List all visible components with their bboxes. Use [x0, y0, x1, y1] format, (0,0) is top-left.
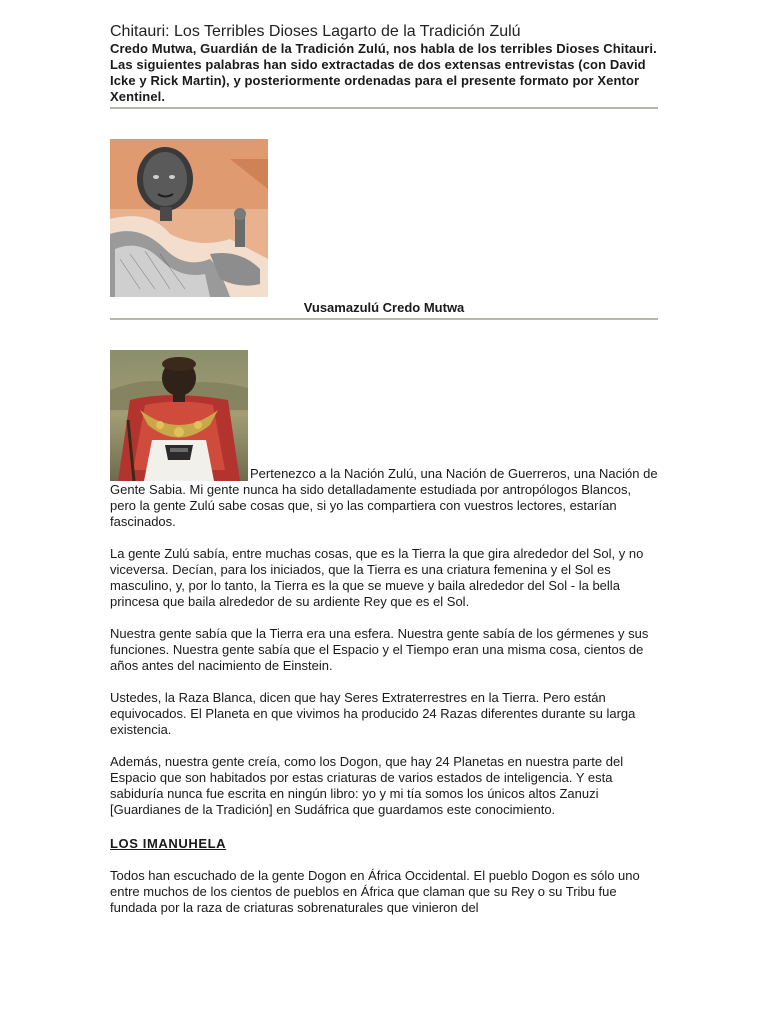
article-title: Chitauri: Los Terribles Dioses Lagarto de la Tradición Zulú — [110, 23, 521, 40]
figure-caption: Vusamazulú Credo Mutwa — [303, 300, 465, 315]
paragraph: Nuestra gente sabía que la Tierra era una esfera. Nuestra gente sabía de los gérmenes y sus funciones. Nuestra gente sabía que el Espacio y el Tiempo eran una misma cosa, cientos de años antes del nacimiento de Einstein. — [110, 626, 649, 673]
paragraph: Además, nuestra gente creía, como los Dogon, que hay 24 Planetas en nuestra parte del Espacio que son habitados por estas criaturas de varios estados de inteligencia. Y esta sabiduría nunca fue escrita en ningún libro: yo y mi tía somos los únicos altos Zanuzi [Guardianes de la Tradición] en Sudáfrica que guardamos este conocimiento. — [110, 754, 624, 817]
paragraph: Todos han escuchado de la gente Dogon en África Occidental. El pueblo Dogon es sólo uno entre muchos de los cientos de pueblos en África que claman que su Rey o su Tribu fue fundada por la raza de criaturas sobrenaturales que vinieron del — [110, 868, 640, 915]
article-subtitle: Credo Mutwa, Guardián de la Tradición Zulú, nos habla de los terribles Dioses Chitauri. Las siguientes palabras han sido extractadas de dos extensas entrevistas (con David Icke y Rick Martin), y posteriormente ordenadas para el presente formato por Xentor Xentinel. — [110, 41, 657, 104]
article-page — [110, 22, 658, 932]
paragraph: Ustedes, la Raza Blanca, dicen que hay Seres Extraterrestres en la Tierra. Pero están equivocados. El Planeta en que vivimos ha producido 24 Razas diferentes durante su larga existencia. — [110, 690, 636, 737]
paragraph: La gente Zulú sabía, entre muchas cosas, que es la Tierra la que gira alrededor del Sol, y no viceversa. Decían, para los iniciados, que la Tierra es una criatura femenina y el Sol es masculino, y, por lo tanto, la Tierra es la que se mueve y baila alrededor del Sol - la bella princesa que baila alrededor de su ardiente Rey que es el Sol. — [110, 546, 644, 609]
paragraph: Pertenezco a la Nación Zulú, una Nación de Guerreros, una Nación de Gente Sabia. Mi gente nunca ha sido detalladamente estudiada por antropólogos Blancos, pero la gente Zulú sabe cosas que, si yo las compartiera con vuestros lectores, estarían fascinados. — [110, 466, 658, 529]
portrait-sepia-image — [110, 139, 268, 297]
section-heading: LOS IMANUHELA — [110, 836, 227, 851]
divider — [110, 107, 658, 109]
portrait-color-image — [110, 350, 248, 481]
